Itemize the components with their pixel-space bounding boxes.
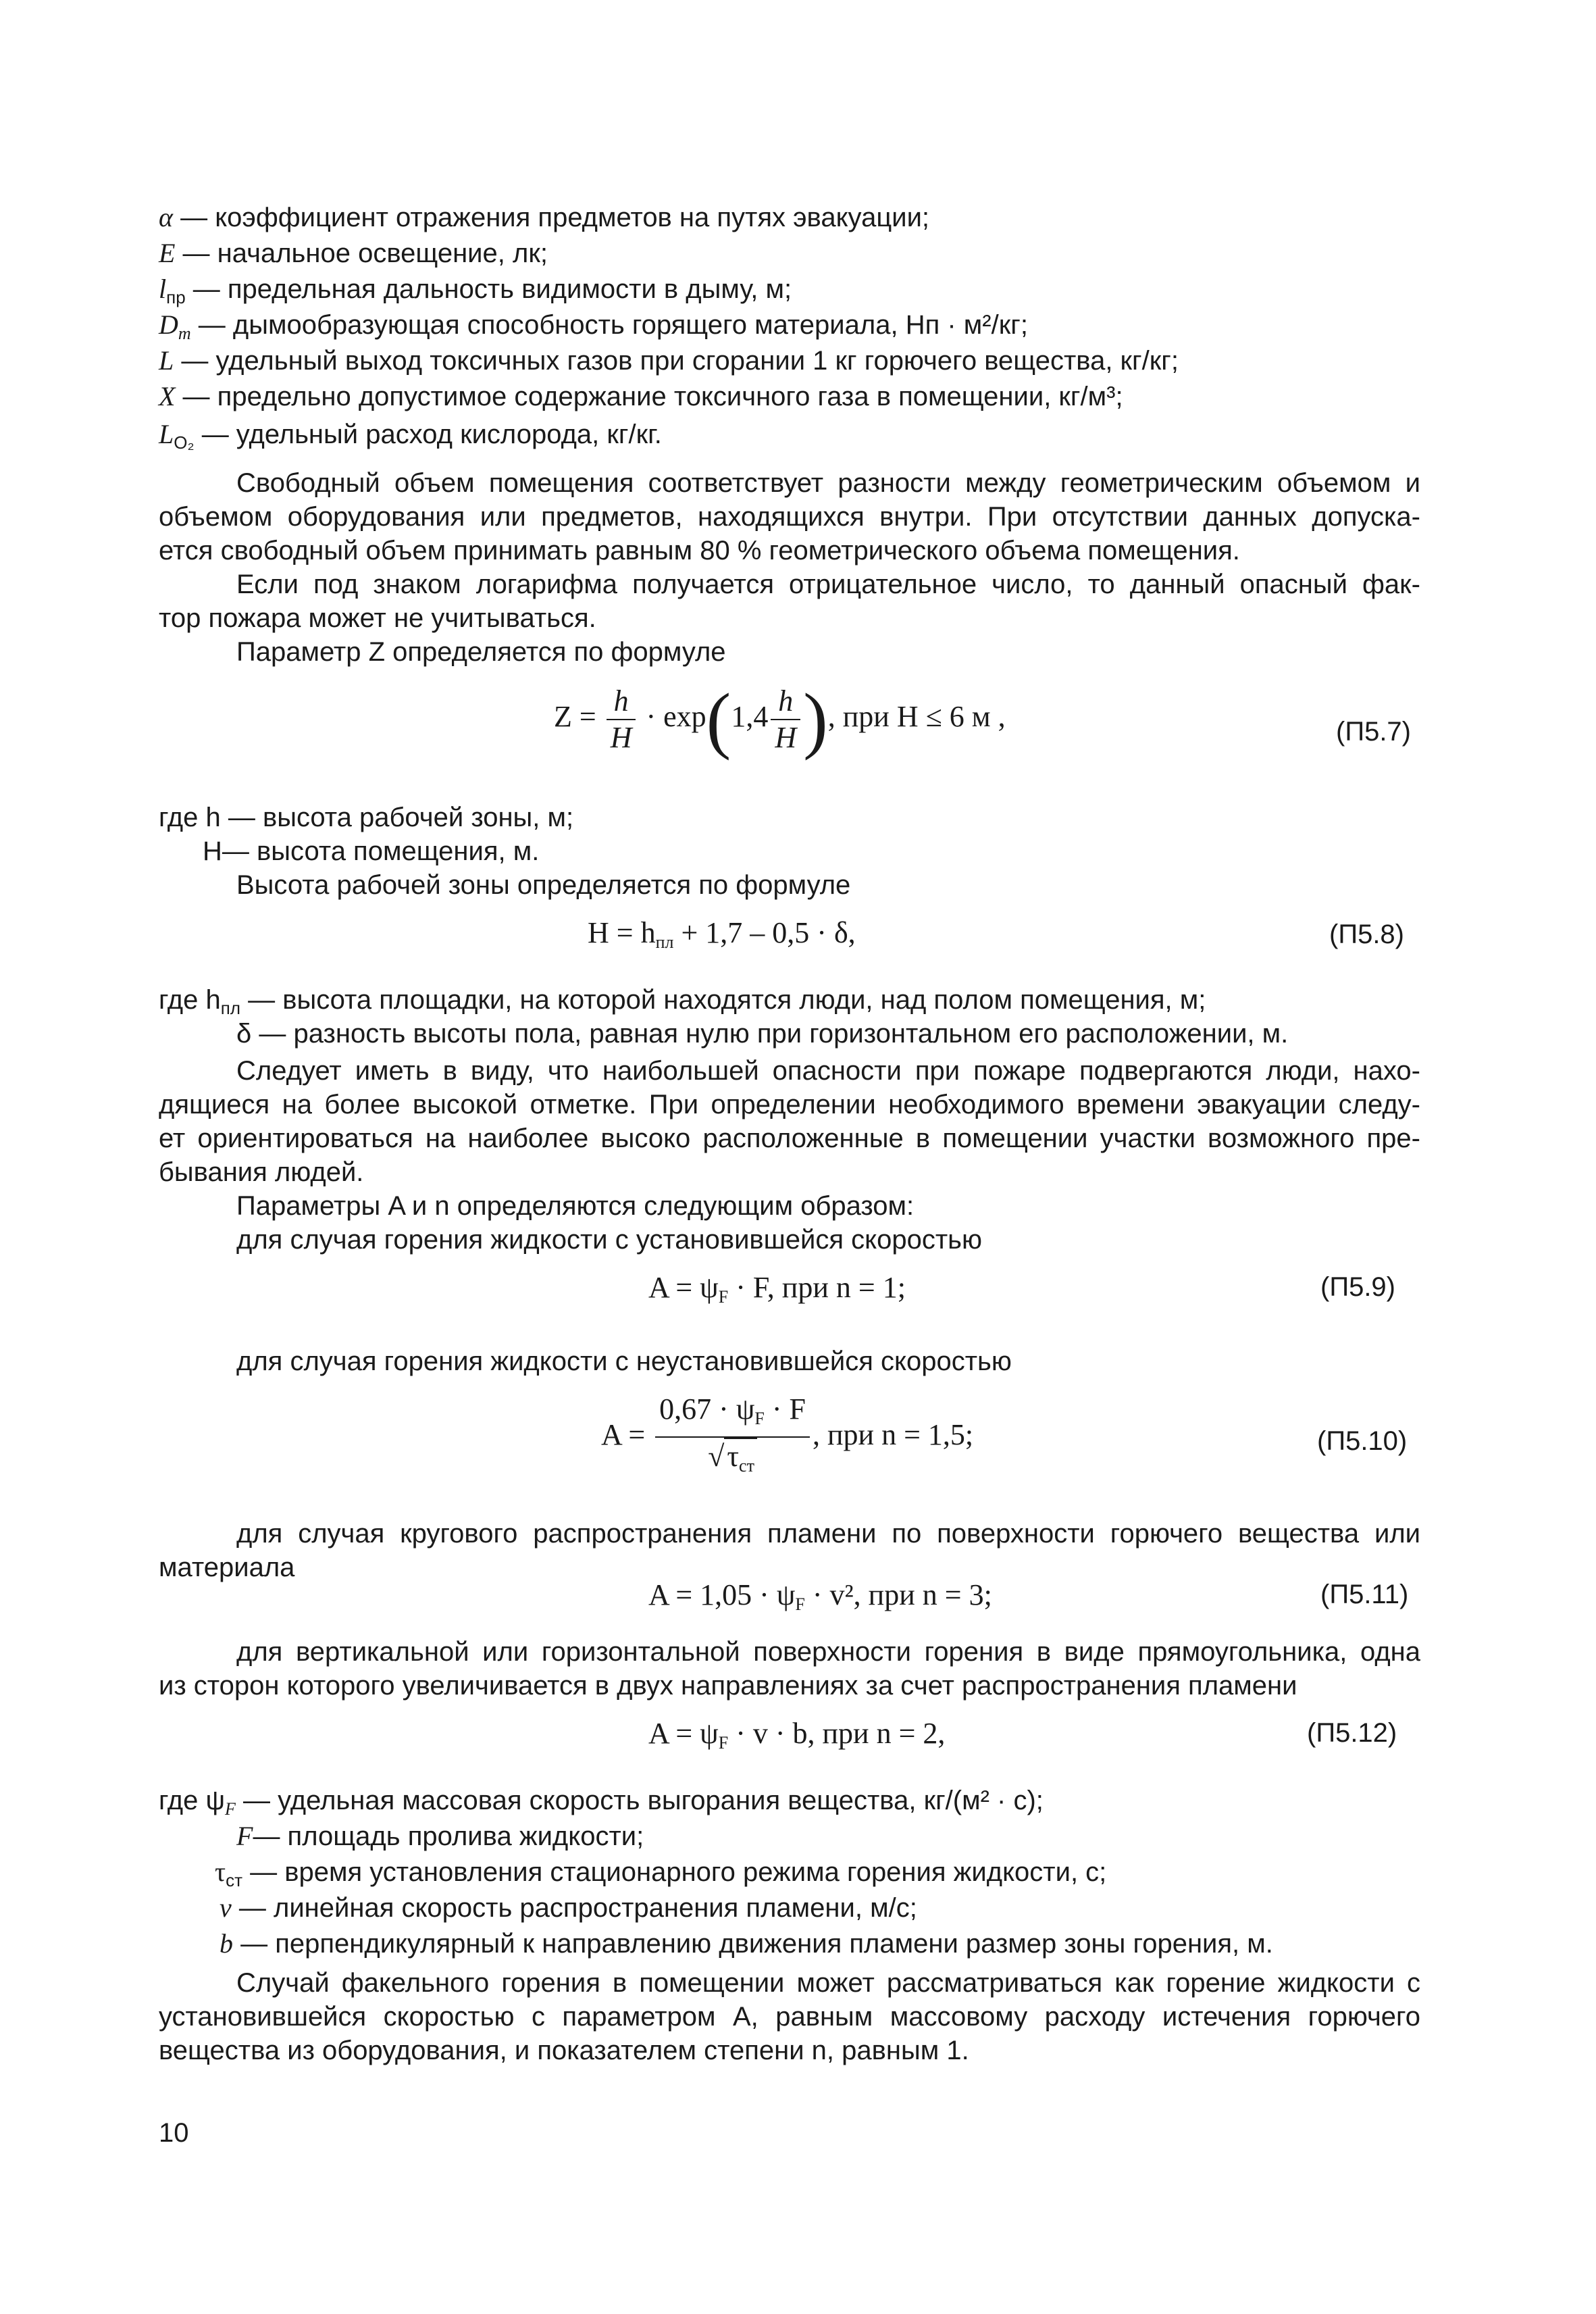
left-paren: ( — [706, 678, 731, 761]
text: — время установления стационарного режима горения жидкости, с; — [242, 1857, 1107, 1887]
formula-label: (П5.8) — [1329, 920, 1404, 949]
where-h: где h — высота рабочей зоны, м; — [159, 803, 574, 832]
formula-label: (П5.10) — [1317, 1426, 1408, 1456]
text-line: Случай факельного горения в помещении может рассматриваться как горение жидкости с — [236, 1968, 1420, 1998]
subscript: пл — [655, 932, 674, 952]
def-dm: $D_m$ — дымообразующая способность горящего материала, Нп · м²/кг; — [159, 309, 1028, 343]
text-line: установившейся скоростью с параметром А, равным массовому расходу истечения горючего — [159, 2002, 1420, 2032]
where-delta: δ — разность высоты пола, равная нулю при горизонтальном его расположении, м. — [236, 1019, 1289, 1049]
text-line: материала — [159, 1553, 295, 1582]
text-line: Свободный объем помещения соответствует разности между геометрическим объемом и — [236, 468, 1420, 498]
def-lpr: $l_{пр}$ — предельная дальность видимости в дыму, м; — [159, 274, 792, 307]
paragraph-params-an: Параметры A и n определяются следующим образом: — [236, 1191, 915, 1221]
where-hh: H— высота помещения, м. — [203, 836, 540, 866]
text-line: бывания людей. — [159, 1157, 364, 1187]
numerator: h — [771, 684, 800, 720]
subscript: F — [718, 1287, 729, 1307]
formula-p5-11 — [648, 1578, 992, 1622]
text-line: объемом оборудования или предметов, находящихся внутри. При отсутствии данных допуска- — [159, 502, 1420, 532]
formula-label: (П5.9) — [1320, 1272, 1395, 1302]
fraction — [771, 684, 800, 755]
text-line: ет ориентироваться на наиболее высоко расположенные в помещении участки возможного пре- — [159, 1124, 1420, 1153]
def-x: X — предельно допустимое содержание токсичного газа в помещении, кг/м³; — [159, 381, 1123, 411]
formula-text: A = — [601, 1418, 646, 1452]
formula-p5-9 — [648, 1270, 906, 1315]
def-l: L — удельный выход токсичных газов при сгорании 1 кг горючего вещества, кг/кг; — [159, 345, 1179, 376]
symbol: b — [220, 1928, 233, 1959]
text: где ψ — [159, 1786, 226, 1815]
subscript: F — [718, 1733, 729, 1753]
formula-text: A = ψ — [648, 1271, 719, 1304]
fraction — [607, 684, 636, 755]
symbol: F — [236, 1821, 253, 1851]
formula-text: · v · b, при n = 2, — [728, 1717, 946, 1750]
paragraph-param-z: Параметр Z определяется по формуле — [236, 637, 726, 667]
where-v — [220, 1891, 917, 1925]
formula-text: 1,4 — [731, 700, 769, 734]
denominator — [655, 1438, 810, 1484]
case-steady: для случая горения жидкости с установившейся скоростью — [236, 1225, 982, 1255]
where-f — [236, 1819, 644, 1853]
text: где h — [159, 985, 221, 1015]
formula-text: τ — [727, 1440, 740, 1473]
def-lo2: $L_{O_2}$ — удельный расход кислорода, кг/кг. — [159, 419, 662, 453]
text-line: для случая кругового распространения пламени по поверхности горючего вещества или — [236, 1519, 1420, 1549]
subscript: F — [795, 1594, 805, 1614]
formula-p5-12 — [648, 1716, 945, 1761]
where-b — [220, 1927, 1273, 1961]
symbol: v — [220, 1892, 232, 1923]
subscript: F — [754, 1409, 765, 1428]
text-line: Если под знаком логарифма получается отрицательное число, то данный опасный фак- — [236, 570, 1420, 599]
text-line: вещества из оборудования, и показателем степени n, равным 1. — [159, 2036, 969, 2065]
formula-text: , при n = 1,5; — [812, 1418, 974, 1452]
text-line: дящиеся на более высокой отметке. При определении необходимого времени эвакуации следу- — [159, 1090, 1420, 1120]
formula-text: · v², при n = 3; — [804, 1578, 992, 1611]
text: — перпендикулярный к направлению движения пламени размер зоны горения, м. — [233, 1929, 1273, 1959]
text: — удельная массовая скорость выгорания вещества, кг/(м² · с); — [235, 1786, 1044, 1815]
denominator: H — [610, 721, 632, 754]
numerator — [655, 1392, 810, 1438]
text: — площадь пролива жидкости; — [253, 1821, 644, 1851]
formula-text: · exp — [646, 700, 706, 734]
formula-label: (П5.12) — [1307, 1718, 1397, 1748]
formula-label: (П5.11) — [1320, 1580, 1409, 1609]
formula-p5-7 — [554, 678, 1006, 761]
sqrt-body — [724, 1438, 757, 1484]
formula-text: · F — [764, 1392, 806, 1426]
page-number: 10 — [159, 2118, 189, 2148]
text-line: из сторон которого увеличивается в двух направлениях за счет распространения пламени — [159, 1671, 1297, 1701]
case-unsteady: для случая горения жидкости с неустановившейся скоростью — [236, 1347, 1012, 1376]
text-line: для вертикальной или горизонтальной поверхности горения в виде прямоугольника, одна — [236, 1637, 1420, 1667]
paragraph-work-zone: Высота рабочей зоны определяется по формуле — [236, 870, 851, 900]
text: — линейная скорость распространения пламени, м/с; — [231, 1893, 917, 1923]
text-line: ется свободный объем принимать равным 80 % геометрического объема помещения. — [159, 536, 1240, 565]
subscript: ст — [226, 1870, 242, 1890]
denominator: H — [775, 721, 797, 754]
formula-text: 0,67 · ψ — [659, 1392, 755, 1426]
formula-p5-8 — [588, 915, 856, 960]
subscript: пл — [220, 998, 240, 1018]
formula-text: A = 1,05 · ψ — [648, 1578, 796, 1611]
symbol: τ — [215, 1857, 226, 1887]
formula-text: , при H ≤ 6 м , — [827, 700, 1006, 734]
def-alpha: α — коэффициент отражения предметов на путях эвакуации; — [159, 202, 930, 232]
subscript: F — [225, 1799, 236, 1819]
text: — высота площадки, на которой находятся люди, над полом помещения, м; — [240, 985, 1206, 1015]
formula-text: + 1,7 – 0,5 · δ, — [673, 916, 856, 949]
text-line: тор пожара может не учитываться. — [159, 603, 596, 633]
text-line: Следует иметь в виду, что наибольшей опасности при пожаре подвергаются люди, нахо- — [236, 1056, 1420, 1086]
fraction — [655, 1392, 810, 1484]
formula-p5-10 — [601, 1392, 973, 1484]
right-paren: ) — [803, 678, 828, 761]
formula-label: (П5.7) — [1336, 717, 1411, 747]
sqrt-sign: √ — [708, 1440, 725, 1473]
subscript: ст — [739, 1456, 754, 1476]
def-e: E — начальное освещение, лк; — [159, 238, 548, 268]
formula-text: Z = — [554, 700, 596, 734]
formula-text: A = ψ — [648, 1717, 719, 1750]
formula-text: H = h — [588, 916, 656, 949]
numerator: h — [607, 684, 636, 720]
formula-text: · F, при n = 1; — [728, 1271, 906, 1304]
